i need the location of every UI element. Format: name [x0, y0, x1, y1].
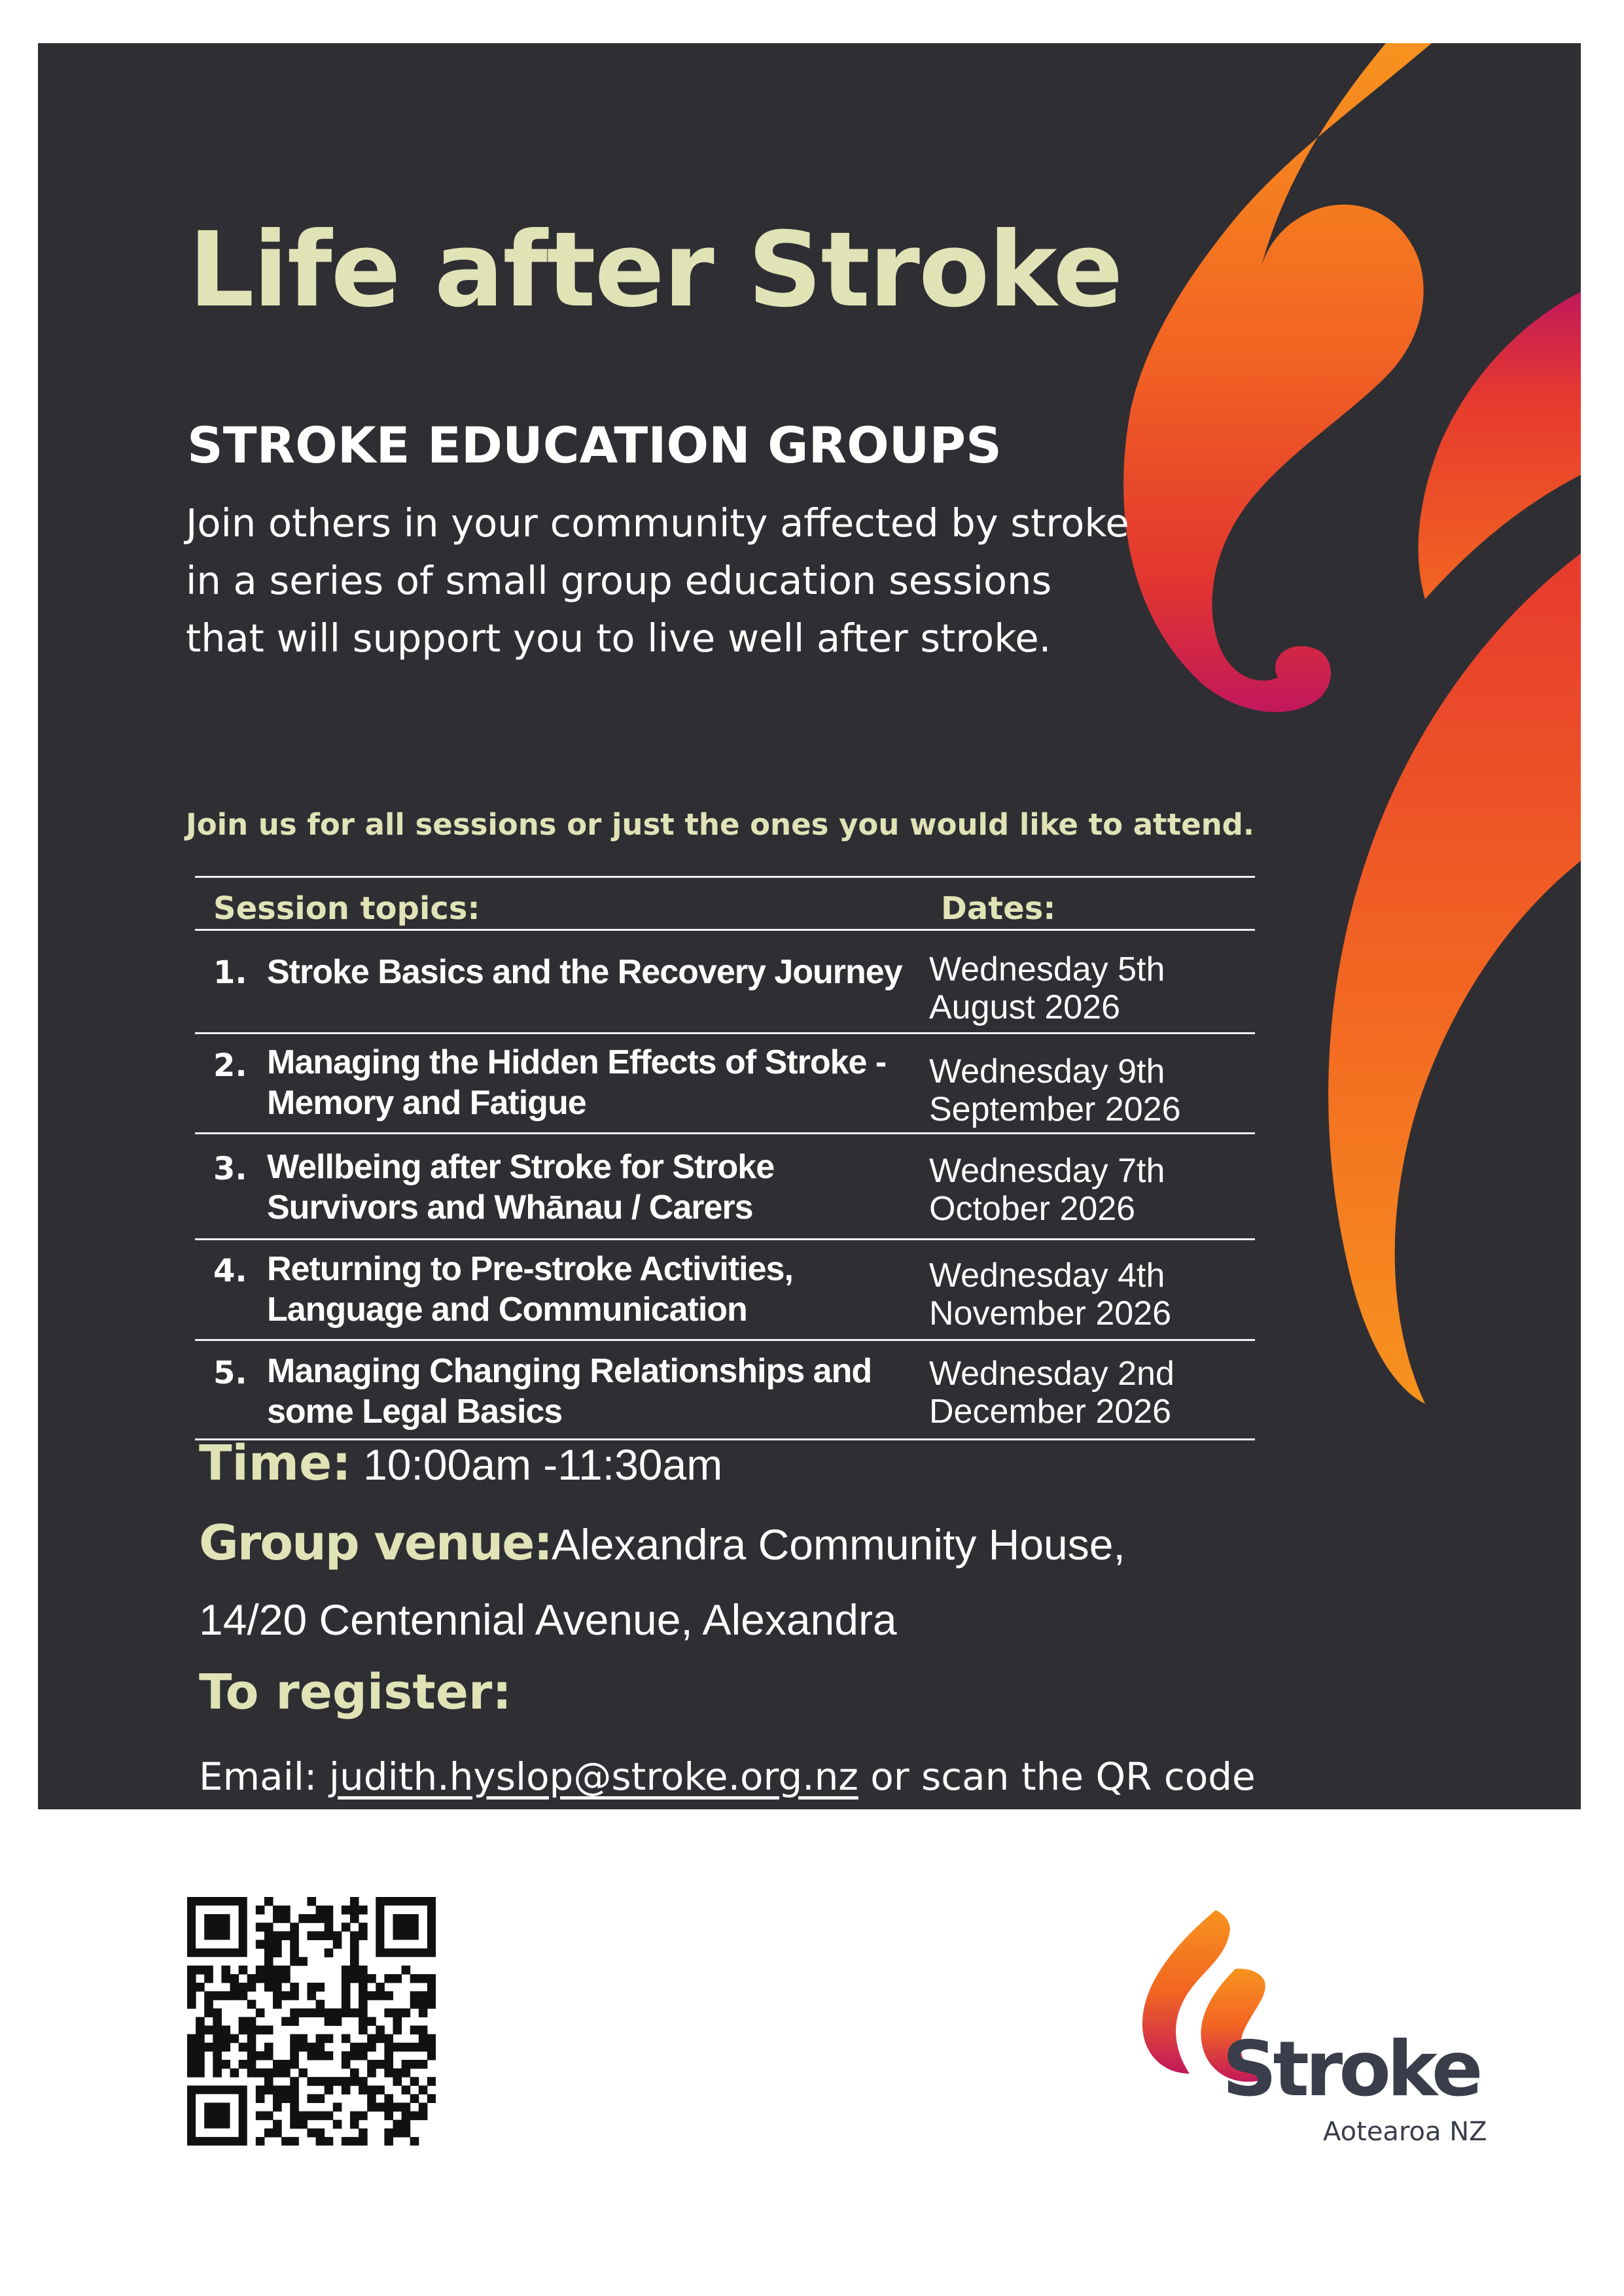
session-date: Wednesday 7th October 2026 — [929, 1152, 1165, 1228]
poster-panel — [38, 43, 1581, 1809]
time-line — [199, 1435, 722, 1491]
stroke-logo-subtitle: Aotearoa NZ — [1323, 2117, 1487, 2147]
session-number: 3. — [213, 1151, 247, 1187]
session-number: 2. — [213, 1047, 247, 1084]
session-topic: Stroke Basics and the Recovery Journey — [267, 953, 902, 991]
table-rule — [195, 1032, 1255, 1034]
qr-code[interactable] — [187, 1897, 436, 2146]
email-link[interactable]: judith.hyslop@stroke.org.nz — [328, 1754, 858, 1799]
session-date: Wednesday 2nd December 2026 — [929, 1355, 1174, 1431]
session-number: 5. — [213, 1355, 247, 1391]
session-date: Wednesday 9th September 2026 — [929, 1052, 1181, 1128]
time-label: Time: — [199, 1435, 351, 1491]
session-date: Wednesday 5th August 2026 — [929, 950, 1165, 1026]
stroke-logo-word: Stroke — [1222, 2025, 1479, 2113]
intro-paragraph: Join others in your community affected by stroke in a series of small group education sessions that will support you to live well after stroke. — [186, 500, 1129, 661]
session-number: 4. — [213, 1253, 247, 1289]
topics-header: Session topics: — [213, 890, 480, 927]
dates-header: Dates: — [941, 890, 1056, 927]
table-rule — [195, 1339, 1255, 1341]
session-topic: Wellbeing after Stroke for Stroke Survivors and Whānau / Carers — [267, 1148, 775, 1226]
poster-subtitle: STROKE EDUCATION GROUPS — [187, 416, 1002, 474]
venue-address: 14/20 Centennial Avenue, Alexandra — [199, 1595, 897, 1644]
table-rule — [195, 1132, 1255, 1134]
session-number: 1. — [213, 954, 247, 991]
session-topic: Managing Changing Relationships and some Legal Basics — [267, 1352, 872, 1431]
session-topic: Returning to Pre-stroke Activities, Language and Communication — [267, 1250, 793, 1329]
email-suffix: or scan the QR code — [870, 1754, 1256, 1799]
venue-line — [199, 1515, 1125, 1571]
poster-title: Life after Stroke — [188, 210, 1122, 330]
attendance-note: Join us for all sessions or just the ones you would like to attend. — [186, 807, 1254, 842]
email-line — [199, 1754, 1256, 1799]
register-heading: To register: — [199, 1664, 512, 1720]
table-rule — [195, 1238, 1255, 1240]
session-date: Wednesday 4th November 2026 — [929, 1257, 1171, 1332]
venue-name: Alexandra Community House, — [552, 1520, 1125, 1569]
table-rule — [195, 876, 1255, 878]
venue-label: Group venue: — [199, 1515, 552, 1571]
session-topic: Managing the Hidden Effects of Stroke - Memory and Fatigue — [267, 1043, 887, 1122]
email-label: Email: — [199, 1754, 317, 1799]
time-value: 10:00am -11:30am — [363, 1440, 723, 1489]
table-rule — [195, 929, 1255, 931]
